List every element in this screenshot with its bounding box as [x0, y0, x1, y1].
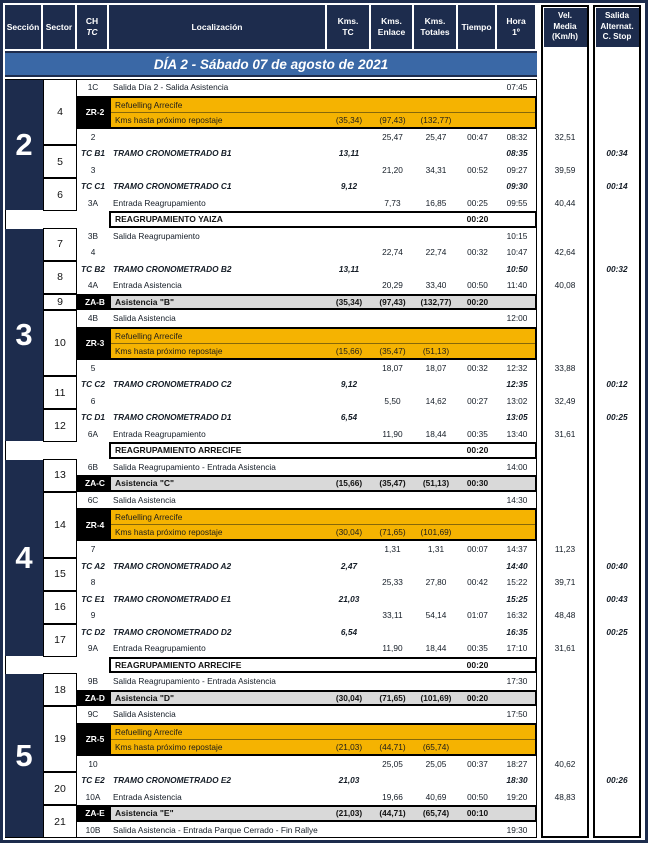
salida-alternativa-value: 00:40 [606, 560, 628, 571]
row-ch-control: TC D1 [81, 412, 105, 423]
salida-alternativa-value: 00:12 [606, 379, 628, 390]
refuel-yellow-area [111, 725, 535, 754]
header-line: Media [553, 21, 577, 31]
vel-media-value: 40,62 [554, 758, 576, 769]
hora-value: 14:37 [506, 544, 528, 555]
kms-totales-value: (101,69) [420, 692, 452, 703]
hora-value: 09:30 [506, 181, 528, 192]
header-line: Alternat. [600, 21, 634, 31]
asistencia-block [77, 294, 537, 311]
row-ch-control: 6 [90, 395, 96, 406]
vel-media-value: 11,23 [554, 544, 576, 555]
kms-tc-value: (21,03) [335, 741, 363, 752]
row-location: Salida Asistencia [113, 494, 176, 505]
row-location: TRAMO CRONOMETRADO C2 [113, 379, 232, 390]
kms-tc-value: 6,54 [340, 412, 358, 423]
asistencia-gray-area [111, 477, 535, 490]
header-line: TC [342, 27, 354, 37]
kms-enlace-value: (71,65) [379, 692, 406, 703]
salida-alternativa-value: 00:26 [606, 775, 628, 786]
row-ch-control: 7 [90, 544, 96, 555]
header-kms-tc [327, 5, 369, 49]
kms-totales-value: (51,13) [422, 478, 450, 489]
refuel-zone-label: ZR-2 [79, 98, 111, 127]
regroup-name: REAGRUPAMIENTO YAIZA [115, 214, 223, 225]
hora-value: 09:55 [506, 197, 528, 208]
row-location: TRAMO CRONOMETRADO D1 [113, 412, 232, 423]
asistencia-block [77, 475, 537, 492]
tiempo-value: 00:25 [467, 197, 488, 208]
row-location: Salida Reagrupamiento - Entrada Asistencia [113, 461, 276, 472]
refuel-subtitle [111, 113, 535, 127]
header-line: 1º [512, 27, 520, 37]
tiempo-value: 00:27 [467, 395, 488, 406]
kms-enlace-value: 20,29 [382, 280, 403, 291]
asistencia-gray-area [111, 692, 535, 705]
kms-totales-value: 40,69 [425, 791, 447, 802]
tiempo-value: 00:50 [467, 791, 488, 802]
row-location: TRAMO CRONOMETRADO B2 [113, 263, 232, 274]
header-hora [497, 5, 535, 49]
vel-media-value: 32,49 [554, 395, 576, 406]
kms-totales-value: (132,77) [420, 114, 452, 125]
refuelling-block [77, 723, 537, 756]
kms-enlace-value: 25,33 [382, 577, 403, 588]
header-line: C. Stop [602, 32, 632, 42]
refuel-subtitle-text: Kms hasta próximo repostaje [115, 527, 223, 537]
tiempo-value: 00:32 [467, 362, 488, 373]
kms-totales-value: 18,44 [425, 643, 447, 654]
tiempo-value: 00:20 [466, 296, 489, 307]
refuel-title: Refuelling Arrecife [111, 725, 535, 740]
hora-value: 17:10 [506, 643, 528, 654]
kms-tc-value: 21,03 [338, 593, 360, 604]
section-number: 4 [5, 460, 43, 656]
kms-totales-value: (65,74) [422, 808, 450, 819]
itinerary-table [5, 5, 641, 838]
row-location: Salida Día 2 - Salida Asistencia [113, 82, 229, 93]
vel-media-value: 40,08 [554, 280, 576, 291]
kms-enlace-value: 11,90 [382, 428, 403, 439]
asistencia-gray-area [111, 807, 535, 820]
section-number: 5 [5, 674, 43, 837]
sector-cell: 8 [43, 261, 77, 294]
row-ch-control: 9B [87, 676, 99, 687]
sector-cell: 15 [43, 558, 77, 591]
asistencia-gray-area [111, 296, 535, 309]
kms-tc-value: (15,66) [335, 345, 363, 356]
hora-value: 12:32 [506, 362, 528, 373]
row-ch-control: 4B [87, 313, 99, 324]
row-location: Entrada Asistencia [113, 280, 182, 291]
kms-totales-value: 25,47 [425, 131, 447, 142]
hora-value: 14:00 [506, 461, 528, 472]
refuel-zone-label: ZR-5 [79, 725, 111, 754]
sector-cell: 4 [43, 79, 77, 145]
row-location: Salida Asistencia - Entrada Parque Cerrado - Fin Rallye [113, 824, 318, 835]
header-line: Vel. [557, 11, 573, 21]
kms-enlace-value: 11,90 [382, 643, 403, 654]
refuel-yellow-area [111, 329, 535, 358]
refuel-yellow-area [111, 98, 535, 127]
sector-cell: 10 [43, 310, 77, 376]
row-ch-control: 2 [90, 131, 96, 142]
kms-enlace-value: 1,31 [384, 544, 401, 555]
kms-totales-value: 25,05 [425, 758, 447, 769]
sector-cell: 7 [43, 228, 77, 261]
sector-cell: 14 [43, 492, 77, 558]
row-ch-control: 3A [87, 197, 99, 208]
day-banner: DÍA 2 - Sábado 07 de agosto de 2021 [5, 51, 537, 77]
kms-enlace-value: (44,71) [379, 808, 406, 819]
row-location: TRAMO CRONOMETRADO E1 [113, 593, 231, 604]
refuelling-block [77, 96, 537, 129]
kms-totales-value: 14,62 [425, 395, 447, 406]
kms-enlace-value: 7,73 [384, 197, 401, 208]
row-location: Salida Asistencia [113, 313, 176, 324]
tiempo-value: 00:47 [467, 131, 488, 142]
row-ch-control: TC C2 [81, 379, 105, 390]
header-line: Sector [45, 21, 73, 32]
hora-value: 11:40 [506, 280, 528, 291]
kms-totales-value: 22,74 [425, 247, 447, 258]
refuel-zone-label: ZR-3 [79, 329, 111, 358]
sector-cell: 20 [43, 772, 77, 805]
salida-alternativa-value: 00:25 [606, 412, 628, 423]
tiempo-value: 00:32 [467, 247, 488, 258]
header-line: Tiempo [461, 21, 492, 32]
regroup-name: REAGRUPAMIENTO ARRECIFE [115, 445, 242, 456]
row-location: TRAMO CRONOMETRADO A2 [113, 560, 232, 571]
row-location: TRAMO CRONOMETRADO C1 [113, 181, 232, 192]
hora-value: 10:47 [506, 247, 528, 258]
hora-value: 10:15 [506, 230, 528, 241]
row-location: TRAMO CRONOMETRADO D2 [113, 626, 232, 637]
row-ch-control: TC E2 [81, 775, 105, 786]
asistencia-name: Asistencia "C" [115, 478, 175, 489]
header-line: Enlace [377, 27, 406, 37]
row-location: Salida Asistencia [113, 709, 176, 720]
salida-alternativa-value: 00:43 [606, 593, 628, 604]
header-kms-enlace [371, 5, 412, 49]
hora-value: 15:25 [506, 593, 528, 604]
kms-totales-value: (101,69) [420, 527, 452, 537]
vel-media-value: 39,71 [554, 577, 576, 588]
row-ch-control: TC E1 [81, 593, 105, 604]
refuel-subtitle-text: Kms hasta próximo repostaje [115, 114, 223, 125]
refuel-yellow-area [111, 510, 535, 539]
tiempo-value: 00:20 [466, 659, 489, 670]
salida-alternativa-value: 00:14 [606, 181, 628, 192]
kms-totales-value: 1,31 [427, 544, 445, 555]
hora-value: 14:40 [506, 560, 528, 571]
vel-media-value: 42,64 [554, 247, 576, 258]
row-location: Entrada Asistencia [113, 791, 182, 802]
refuelling-block [77, 327, 537, 360]
vel-media-value: 48,83 [554, 791, 576, 802]
hora-value: 13:02 [506, 395, 528, 406]
regroup-block [109, 211, 537, 228]
row-ch-control: 9 [90, 610, 96, 621]
sector-cell: 19 [43, 706, 77, 772]
header-line: Hora [506, 16, 526, 27]
sector-cell: 11 [43, 376, 77, 409]
refuel-subtitle-text: Kms hasta próximo repostaje [115, 741, 223, 752]
header-salida-alternativa [596, 8, 639, 47]
hora-value: 16:32 [506, 610, 528, 621]
kms-enlace-value: (97,43) [379, 114, 406, 125]
kms-enlace-value: 25,05 [382, 758, 403, 769]
row-ch-control: 4A [87, 280, 99, 291]
kms-tc-value: 6,54 [340, 626, 358, 637]
hora-value: 13:40 [506, 428, 528, 439]
row-ch-control: TC A2 [81, 560, 105, 571]
tiempo-value: 00:20 [466, 445, 489, 456]
kms-totales-value: 18,07 [425, 362, 447, 373]
vel-media-value: 33,88 [554, 362, 576, 373]
row-ch-control: 9C [87, 709, 99, 720]
refuel-subtitle [111, 525, 535, 539]
asistencia-name: Asistencia "B" [115, 296, 175, 307]
kms-enlace-value: (97,43) [379, 296, 406, 307]
kms-totales-value: (51,13) [422, 345, 450, 356]
kms-tc-value: (21,03) [335, 808, 363, 819]
kms-totales-value: (65,74) [422, 741, 450, 752]
row-ch-control: 10 [88, 758, 98, 769]
refuel-title: Refuelling Arrecife [111, 510, 535, 525]
kms-enlace-value: 21,20 [382, 164, 403, 175]
hora-value: 19:30 [506, 824, 528, 835]
kms-tc-value: (30,04) [335, 527, 363, 537]
header-line: CH [85, 16, 99, 27]
vel-media-value: 32,51 [554, 131, 576, 142]
kms-tc-value: 2,47 [340, 560, 358, 571]
row-ch-control: 10B [85, 824, 101, 835]
vel-media-value: 31,61 [554, 643, 576, 654]
kms-tc-value: (35,34) [335, 296, 363, 307]
salida-alternativa-value: 00:32 [606, 263, 628, 274]
kms-totales-value: (132,77) [420, 296, 452, 307]
row-location: Entrada Reagrupamiento [113, 428, 206, 439]
header-tiempo [458, 5, 495, 49]
hora-value: 10:50 [506, 263, 528, 274]
row-ch-control: TC B2 [81, 263, 105, 274]
hora-value: 08:32 [506, 131, 528, 142]
header-line: Salida [604, 11, 630, 21]
kms-enlace-value: (35,47) [379, 345, 406, 356]
kms-totales-value: 18,44 [425, 428, 447, 439]
header-localizacion [109, 5, 325, 49]
tiempo-value: 00:07 [467, 544, 488, 555]
kms-tc-value: 13,11 [338, 263, 360, 274]
header-line: Localización [191, 21, 243, 32]
asistencia-name: Asistencia "D" [115, 692, 175, 703]
header-seccion [5, 5, 41, 49]
hora-value: 18:30 [506, 775, 528, 786]
hora-value: 13:05 [506, 412, 528, 423]
asistencia-block [77, 805, 537, 822]
kms-totales-value: 27,80 [425, 577, 447, 588]
kms-tc-value: (35,34) [335, 114, 363, 125]
row-ch-control: 8 [90, 577, 96, 588]
row-ch-control: 5 [90, 362, 96, 373]
tiempo-value: 00:35 [467, 643, 488, 654]
row-location: Salida Reagrupamiento [113, 230, 200, 241]
hora-value: 09:27 [506, 164, 528, 175]
row-ch-control: TC B1 [81, 148, 105, 159]
asistencia-zone-label: ZA-D [79, 692, 111, 705]
sector-cell: 6 [43, 178, 77, 211]
vel-media-value: 39,59 [554, 164, 576, 175]
header-kms-totales [414, 5, 456, 49]
hora-value: 17:30 [506, 676, 528, 687]
asistencia-block [77, 690, 537, 707]
row-location: Salida Reagrupamiento - Entrada Asistencia [113, 676, 276, 687]
kms-enlace-value: 33,11 [382, 610, 403, 621]
kms-enlace-value: (71,65) [379, 527, 406, 537]
refuel-title: Refuelling Arrecife [111, 98, 535, 113]
kms-enlace-value: (35,47) [379, 478, 406, 489]
section-number: 3 [5, 229, 43, 442]
vel-media-value: 40,44 [554, 197, 576, 208]
header-line: Kms. [337, 16, 359, 27]
refuel-subtitle-text: Kms hasta próximo repostaje [115, 345, 223, 356]
row-ch-control: TC C1 [81, 181, 105, 192]
sector-cell: 5 [43, 145, 77, 178]
hora-value: 17:50 [506, 709, 528, 720]
tiempo-value: 01:07 [467, 610, 488, 621]
vel-media-value: 31,61 [554, 428, 576, 439]
refuel-subtitle [111, 740, 535, 754]
row-ch-control: 10A [85, 791, 101, 802]
regroup-block [109, 657, 537, 674]
kms-tc-value: (30,04) [335, 692, 363, 703]
refuelling-block [77, 508, 537, 541]
sector-cell: 12 [43, 409, 77, 442]
hora-value: 07:45 [506, 82, 528, 93]
header-sector [43, 5, 75, 49]
kms-totales-value: 54,14 [425, 610, 447, 621]
kms-tc-value: 9,12 [340, 379, 358, 390]
asistencia-zone-label: ZA-E [79, 807, 111, 820]
sector-cell: 21 [43, 805, 77, 838]
header-line: Sección [6, 21, 40, 32]
regroup-name: REAGRUPAMIENTO ARRECIFE [115, 659, 242, 670]
refuel-zone-label: ZR-4 [79, 510, 111, 539]
tiempo-value: 00:37 [467, 758, 488, 769]
row-ch-control: 9A [87, 643, 99, 654]
section-number: 2 [5, 80, 43, 210]
tiempo-value: 00:20 [466, 214, 489, 225]
tiempo-value: 00:42 [467, 577, 488, 588]
kms-tc-value: 9,12 [340, 181, 358, 192]
kms-enlace-value: 25,47 [382, 131, 403, 142]
hora-value: 12:00 [506, 313, 528, 324]
header-line: (Km/h) [552, 32, 578, 42]
row-location: Entrada Reagrupamiento [113, 643, 206, 654]
sector-cell: 17 [43, 624, 77, 657]
kms-totales-value: 34,31 [425, 164, 447, 175]
kms-tc-value: 13,11 [338, 148, 360, 159]
refuel-title: Refuelling Arrecife [111, 329, 535, 344]
hora-value: 18:27 [506, 758, 528, 769]
kms-totales-value: 16,85 [425, 197, 447, 208]
refuel-subtitle [111, 344, 535, 358]
row-location: Entrada Reagrupamiento [113, 197, 206, 208]
header-vel-media [544, 8, 587, 47]
row-ch-control: 1C [87, 82, 99, 93]
sector-cell: 13 [43, 459, 77, 492]
hora-value: 15:22 [506, 577, 528, 588]
tiempo-value: 00:20 [466, 692, 489, 703]
tiempo-value: 00:30 [466, 478, 489, 489]
asistencia-zone-label: ZA-B [79, 296, 111, 309]
row-ch-control: TC D2 [81, 626, 105, 637]
header-line: Totales [420, 27, 450, 37]
hora-value: 12:35 [506, 379, 528, 390]
hora-value: 16:35 [506, 626, 528, 637]
asistencia-zone-label: ZA-C [79, 477, 111, 490]
header-line: TC [86, 27, 98, 37]
row-location: TRAMO CRONOMETRADO E2 [113, 775, 231, 786]
row-location: TRAMO CRONOMETRADO B1 [113, 148, 232, 159]
tiempo-value: 00:10 [466, 808, 489, 819]
sector-cell: 9 [43, 294, 77, 311]
regroup-block [109, 442, 537, 459]
sector-cell: 16 [43, 591, 77, 624]
row-ch-control: 3B [87, 230, 99, 241]
kms-enlace-value: 18,07 [382, 362, 403, 373]
tiempo-value: 00:35 [467, 428, 488, 439]
hora-value: 19:20 [506, 791, 528, 802]
hora-value: 08:35 [506, 148, 528, 159]
row-ch-control: 6A [87, 428, 99, 439]
sector-cell: 18 [43, 673, 77, 706]
salida-alternativa-value: 00:34 [606, 148, 628, 159]
vel-media-value: 48,48 [554, 610, 576, 621]
header-line: Kms. [424, 16, 446, 27]
kms-totales-value: 33,40 [425, 280, 447, 291]
row-ch-control: 6C [87, 494, 99, 505]
asistencia-name: Asistencia "E" [115, 808, 174, 819]
kms-enlace-value: 19,66 [382, 791, 403, 802]
salida-alternativa-value: 00:25 [606, 626, 628, 637]
kms-tc-value: 21,03 [338, 775, 360, 786]
tiempo-value: 00:50 [467, 280, 488, 291]
kms-enlace-value: 5,50 [384, 395, 401, 406]
kms-enlace-value: (44,71) [379, 741, 406, 752]
kms-enlace-value: 22,74 [382, 247, 403, 258]
header-ch-tc [77, 5, 107, 49]
kms-tc-value: (15,66) [335, 478, 363, 489]
hora-value: 14:30 [506, 494, 528, 505]
row-ch-control: 3 [90, 164, 96, 175]
header-line: Kms. [381, 16, 402, 27]
row-ch-control: 4 [90, 247, 96, 258]
row-ch-control: 6B [87, 461, 99, 472]
tiempo-value: 00:52 [467, 164, 488, 175]
